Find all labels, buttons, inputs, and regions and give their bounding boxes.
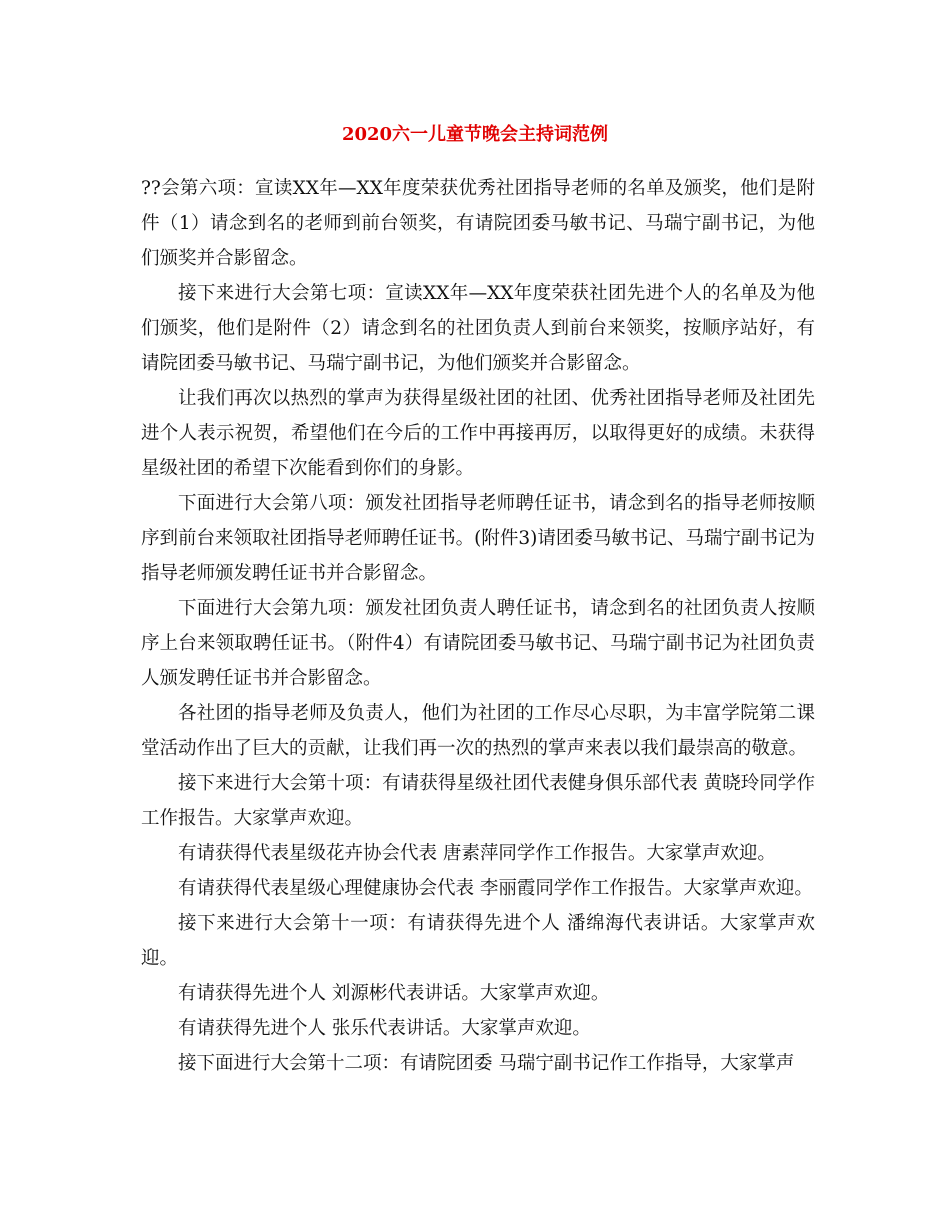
paragraph: 接下面进行大会第十二项：有请院团委 马瑞宁副书记作工作指导，大家掌声	[178, 1053, 795, 1074]
paragraph: 有请获得先进个人 张乐代表讲话。大家掌声欢迎。	[178, 1018, 591, 1039]
paragraph: 让我们再次以热烈的掌声为获得星级社团的社团、优秀社团指导老师及社团先进个人表示祝贺，希望他们在今后的工作中再接再厉，以取得更好的成绩。未获得星级社团的希望下次能看到你们的身影。	[141, 388, 815, 479]
paragraph: 有请获得代表星级花卉协会代表 唐素萍同学作工作报告。大家掌声欢迎。	[178, 843, 776, 864]
paragraph: 接下来进行大会第七项：宣读XX年—XX年度荣获社团先进个人的名单及为他们颁奖，他们是附件（2）请念到名的社团负责人到前台来领奖，按顺序站好，有请院团委马敏书记、马瑞宁副书记，为他们颁奖并合影留念。	[141, 283, 815, 374]
paragraph: 有请获得代表星级心理健康协会代表 李丽霞同学作工作报告。大家掌声欢迎。	[178, 878, 813, 899]
paragraph: 下面进行大会第八项：颁发社团指导老师聘任证书，请念到名的指导老师按顺序到前台来领取社团指导老师聘任证书。(附件3)请团委马敏书记、马瑞宁副书记为指导老师颁发聘任证书并合影留念。	[141, 493, 815, 584]
paragraph: 各社团的指导老师及负责人，他们为社团的工作尽心尽职，为丰富学院第二课堂活动作出了巨大的贡献，让我们再一次的热烈的掌声来表以我们最崇高的敬意。	[141, 703, 815, 759]
paragraph: 有请获得先进个人 刘源彬代表讲话。大家掌声欢迎。	[178, 983, 610, 1004]
document-title: 2020六一儿童节晚会主持词范例	[341, 124, 609, 145]
paragraph: ??会第六项：宣读XX年—XX年度荣获优秀社团指导老师的名单及颁奖，他们是附件（1）请念到名的老师到前台领奖，有请院团委马敏书记、马瑞宁副书记，为他们颁奖并合影留念。	[141, 178, 815, 269]
document-body	[141, 171, 815, 1081]
paragraph: 接下来进行大会第十一项：有请获得先进个人 潘绵海代表讲话。大家掌声欢迎。	[141, 913, 815, 969]
paragraph: 接下来进行大会第十项：有请获得星级社团代表健身俱乐部代表 黄晓玲同学作工作报告。大家掌声欢迎。	[141, 773, 815, 829]
paragraph: 下面进行大会第九项：颁发社团负责人聘任证书，请念到名的社团负责人按顺序上台来领取聘任证书。（附件4）有请院团委马敏书记、马瑞宁副书记为社团负责人颁发聘任证书并合影留念。	[141, 598, 815, 689]
